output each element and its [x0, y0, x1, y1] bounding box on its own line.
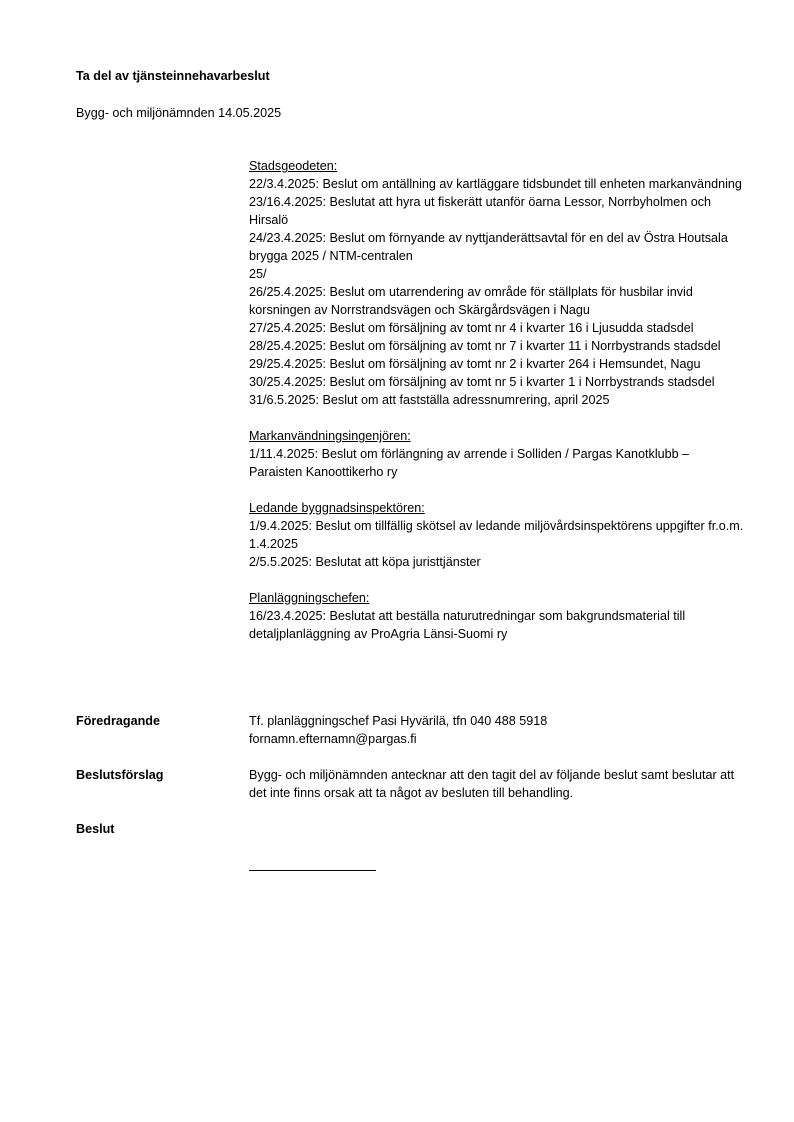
beslut-label: Beslut: [76, 822, 115, 836]
beslutsforslag-value: [249, 766, 744, 802]
section-markanvandningsingenjoren: [249, 427, 744, 481]
beslutsforslag-text: Bygg- och miljönämnden antecknar att den tagit del av följande beslut samt beslutar att det inte finns orsak att ta något av besluten till behandling.: [249, 768, 735, 800]
section-stadsgeodeten: [249, 157, 744, 409]
decision-entry: 2/5.5.2025: Beslutat att köpa juristtjänster: [249, 555, 481, 569]
section-heading: Ledande byggnadsinspektören:: [249, 501, 425, 515]
document-title: Ta del av tjänsteinnehavarbeslut: [76, 69, 270, 83]
section-heading: Stadsgeodeten:: [249, 159, 338, 173]
section-heading: Markanvändningsingenjören:: [249, 429, 411, 443]
foredragande-email: fornamn.efternamn@pargas.fi: [249, 732, 417, 746]
signature-line: [249, 870, 376, 871]
foredragande-label: Föredragande: [76, 714, 160, 728]
decision-entry: 26/25.4.2025: Beslut om utarrendering av område för ställplats för husbilar invid korsningen av Norrstrandsvägen och Skärgårdsvägen i Nagu: [249, 285, 693, 317]
decision-list: [249, 157, 744, 661]
meeting-line: Bygg- och miljönämnden 14.05.2025: [76, 106, 282, 120]
decision-entry: 31/6.5.2025: Beslut om att fastställa adressnumrering, april 2025: [249, 393, 610, 407]
decision-entry: 25/: [249, 267, 267, 281]
foredragande-name-phone: Tf. planläggningschef Pasi Hyvärilä, tfn 040 488 5918: [249, 714, 548, 728]
decision-entry: 24/23.4.2025: Beslut om förnyande av nyttjanderättsavtal för en del av Östra Houtsala brygga 2025 / NTM-centralen: [249, 231, 728, 263]
decision-entry: 22/3.4.2025: Beslut om antällning av kartläggare tidsbundet till enheten markanvändning: [249, 177, 742, 191]
decision-entry: 16/23.4.2025: Beslutat att beställa naturutredningar som bakgrundsmaterial till detaljplanläggning av ProAgria Länsi-Suomi ry: [249, 609, 686, 641]
decision-entry: 1/9.4.2025: Beslut om tillfällig skötsel av ledande miljövårdsinspektörens uppgifter fr.o.m. 1.4.2025: [249, 519, 744, 551]
decision-entry: 30/25.4.2025: Beslut om försäljning av tomt nr 5 i kvarter 1 i Norrbystrands stadsdel: [249, 375, 715, 389]
section-ledande-byggnadsinspektoren: [249, 499, 744, 571]
decision-entry: 27/25.4.2025: Beslut om försäljning av tomt nr 4 i kvarter 16 i Ljusudda stadsdel: [249, 321, 694, 335]
section-heading: Planläggningschefen:: [249, 591, 370, 605]
section-planlaggningschefen: [249, 589, 744, 643]
decision-entry: 28/25.4.2025: Beslut om försäljning av tomt nr 7 i kvarter 11 i Norrbystrands stadsdel: [249, 339, 721, 353]
decision-entry: 23/16.4.2025: Beslutat att hyra ut fiskerätt utanför öarna Lessor, Norrbyholmen och Hirsalö: [249, 195, 712, 227]
decision-entry: 1/11.4.2025: Beslut om förlängning av arrende i Solliden / Pargas Kanotklubb – Paraisten Kanoottikerho ry: [249, 447, 690, 479]
decision-entry: 29/25.4.2025: Beslut om försäljning av tomt nr 2 i kvarter 264 i Hemsundet, Nagu: [249, 357, 701, 371]
foredragande-value: [249, 712, 744, 748]
beslutsforslag-label: Beslutsförslag: [76, 768, 164, 782]
